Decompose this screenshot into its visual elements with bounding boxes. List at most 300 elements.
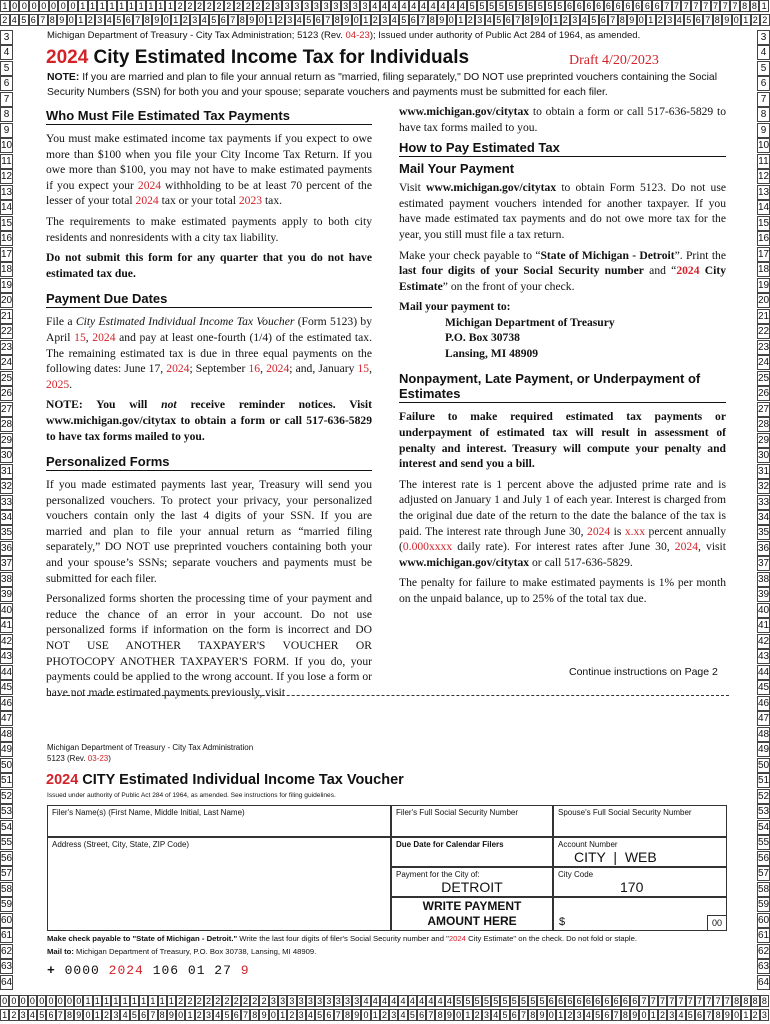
ruler-cell: 1 <box>78 0 88 12</box>
ruler-cell: 20 <box>1 295 13 307</box>
ruler-cell: 14 <box>758 202 770 214</box>
ruler-cell: 1 <box>278 1009 287 1021</box>
section-title-who-must-file: Who Must File Estimated Tax Payments <box>46 108 372 125</box>
ruler-cell: 7 <box>676 995 685 1007</box>
ruler-cell: 1 <box>146 0 156 12</box>
ruler-cell: 1 <box>139 995 148 1007</box>
ruler-cell: 1 <box>0 1009 9 1021</box>
ruler-cell: 53 <box>1 806 13 818</box>
ruler-cell: 3 <box>306 995 315 1007</box>
ruler-cell: 2 <box>243 0 253 12</box>
ruler-cell: 5 <box>209 14 219 26</box>
ruler-cell: 45 <box>758 682 770 694</box>
ruler-cell: 9 <box>437 14 447 26</box>
ruler-cell: 8 <box>528 1009 537 1021</box>
section-title-due-dates: Payment Due Dates <box>46 291 372 308</box>
left-column <box>46 108 372 705</box>
ruler-cell: 6 <box>510 1009 519 1021</box>
ruler-cell: 23 <box>1 341 13 353</box>
ruler-cell: 28 <box>1 419 13 431</box>
ruler-cell: 0 <box>637 14 647 26</box>
ruler-cell: 4 <box>398 1009 407 1021</box>
ruler-cell: 5 <box>0 61 13 76</box>
ocr-line: + 0000 2024 106 01 27 9 <box>47 963 250 978</box>
account-value: CITY | WEB <box>574 849 657 865</box>
ruler-cell: 10 <box>1 140 13 152</box>
ruler-cell: 1 <box>185 1009 194 1021</box>
ruler-cell: 6 <box>599 14 609 26</box>
ruler-cell: 2 <box>276 14 286 26</box>
ruler-cell: 4 <box>200 14 210 26</box>
ruler-cell: 4 <box>380 0 390 12</box>
ruler-cell: 7 <box>649 995 658 1007</box>
ruler-cell: 27 <box>758 403 770 415</box>
ruler-cell: 5 <box>537 995 546 1007</box>
ruler-cell: 8 <box>713 14 723 26</box>
ruler-cell: 0 <box>39 0 49 12</box>
ruler-cell: 7 <box>418 14 428 26</box>
ruler-cell: 7 <box>133 14 143 26</box>
ruler-cell: 2 <box>185 995 194 1007</box>
who-must-file-p3: Do not submit this form for any quarter that you do not have estimated tax due. <box>46 251 372 280</box>
nonpayment-p1: Failure to make required estimated tax payments or underpayment of estimated tax will result in assessment of penalty and interest. Treasury will compute your penalty and interest and send you a bill. <box>399 410 726 471</box>
ruler-cell: 4 <box>676 1009 685 1021</box>
ruler-cell: 6 <box>613 0 623 12</box>
ruler-cell: 4 <box>417 995 426 1007</box>
ruler-cell: 1 <box>759 0 769 12</box>
ruler-cell: 0 <box>10 0 20 12</box>
ruler-cell: 0 <box>19 995 28 1007</box>
ruler-cell: 0 <box>28 995 37 1007</box>
ruler-cell: 7 <box>730 0 740 12</box>
ruler-cell: 0 <box>68 0 78 12</box>
ruler-cell: 41 <box>758 620 770 632</box>
ruler-cell: 5 <box>487 0 497 12</box>
ruler-cell: 0 <box>0 995 9 1007</box>
ruler-cell: 2 <box>185 0 195 12</box>
ruler-cell: 1 <box>97 0 107 12</box>
ruler-cell: 2 <box>473 1009 482 1021</box>
ruler-cell: 5 <box>686 1009 695 1021</box>
ruler-cell: 46 <box>758 697 770 709</box>
ruler-cell: 2 <box>204 0 214 12</box>
ruler-cell: 26 <box>1 388 13 400</box>
ruler-cell: 7 <box>608 14 618 26</box>
spouse-ssn-field[interactable]: Spouse's Full Social Security Number <box>553 805 727 837</box>
ruler-cell: 7 <box>612 1009 621 1021</box>
ruler-cell: 1 <box>646 14 656 26</box>
ruler-cell: 1 <box>130 995 139 1007</box>
ruler-cell: 30 <box>758 450 770 462</box>
ruler-cell: 57 <box>1 868 13 880</box>
ruler-cell: 4 <box>361 995 370 1007</box>
ruler-cell: 1 <box>76 14 86 26</box>
ruler-cell: 38 <box>1 573 13 585</box>
ruler-cell: 7 <box>695 995 704 1007</box>
ruler-cell: 8 <box>523 14 533 26</box>
ruler-cell: 6 <box>584 0 594 12</box>
ruler-cell: 2 <box>232 995 241 1007</box>
ruler-cell: 54 <box>1 821 13 833</box>
ruler-cell: 6 <box>594 0 604 12</box>
ruler-cell: 2 <box>751 14 761 26</box>
ruler-cell: 5 <box>114 14 124 26</box>
ruler-cell: 4 <box>120 1009 129 1021</box>
ruler-cell: 7 <box>720 0 730 12</box>
right-column <box>399 104 726 612</box>
ruler-cell: 4 <box>675 14 685 26</box>
ruler-cell: 50 <box>1 759 13 771</box>
continue-label: Continue instructions on Page 2 <box>569 666 718 678</box>
dollar-sign: $ <box>559 916 566 928</box>
filer-ssn-field[interactable]: Filer's Full Social Security Number <box>391 805 553 837</box>
filer-name-field[interactable]: Filer's Name(s) (First Name, Middle Initial, Last Name) <box>47 805 391 837</box>
continued-text: www.michigan.gov/citytax to obtain a form or call 517-636-5829 to have tax forms mailed to you. <box>399 105 726 134</box>
ruler-cell: 20 <box>758 295 770 307</box>
ruler-cell: 40 <box>1 604 13 616</box>
ruler-cell: 7 <box>519 1009 528 1021</box>
nonpayment-p2: The interest rate is 1 percent above the adjusted prime rate and is adjusted on January 1 and July 1 of each year. Interest is charged from the original due date of the return to the date the balance of the tax is paid. The interest rate through June 30, 2024 is x.xx percent annually (0.000xxxx daily rate). For interest rates after June 30, 2024, visit www.michigan.gov/citytax or call 517-636-5829. <box>399 477 727 569</box>
ruler-cell: 7 <box>711 0 721 12</box>
ruler-cell: 36 <box>758 542 770 554</box>
ruler-cell: 9 <box>627 14 637 26</box>
ruler-cell: 29 <box>758 434 770 446</box>
address-field[interactable]: Address (Street, City, State, ZIP Code) <box>47 837 391 931</box>
mail-instructions: Mail to: Michigan Department of Treasury, P.O. Box 30738, Lansing, MI 48909. <box>47 947 317 956</box>
ruler-cell: 3 <box>360 0 370 12</box>
ruler-cell: 4 <box>306 1009 315 1021</box>
ruler-cell: 13 <box>758 186 770 198</box>
ruler-cell: 9 <box>757 123 770 138</box>
ruler-cell: 6 <box>0 76 13 91</box>
ruler-cell: 7 <box>148 1009 157 1021</box>
ruler-cell: 8 <box>238 14 248 26</box>
ruler-cell: 8 <box>618 14 628 26</box>
voucher-rev: 5123 (Rev. 03-23) <box>47 754 111 763</box>
ruler-cell: 6 <box>602 995 611 1007</box>
ruler-cell: 2 <box>250 995 259 1007</box>
ruler-cell: 12 <box>758 171 770 183</box>
ruler-cell: 19 <box>758 279 770 291</box>
ruler-cell: 5 <box>555 0 565 12</box>
ruler-cell: 0 <box>46 995 55 1007</box>
ruler-cell: 31 <box>758 465 770 477</box>
ruler-cell: 3 <box>19 1009 28 1021</box>
ruler-cell: 6 <box>574 995 583 1007</box>
ruler-cell: 64 <box>758 976 770 988</box>
how-to-pay-p2: Make your check payable to “State of Michigan - Detroit”. Print the last four digits of your Social Security number and “2024 City Estimate” on the front of your check. <box>399 248 726 293</box>
ruler-cell: 5 <box>473 995 482 1007</box>
ruler-cell: 8 <box>621 1009 630 1021</box>
ruler-cell: 6 <box>547 995 556 1007</box>
ruler-cell: 9 <box>259 1009 268 1021</box>
ruler-cell: 6 <box>695 1009 704 1021</box>
section-title-personalized-forms: Personalized Forms <box>46 454 372 471</box>
ruler-cell: 6 <box>621 995 630 1007</box>
ruler-cell: 1 <box>102 995 111 1007</box>
ruler-cell: 0 <box>352 14 362 26</box>
ruler-cell: 6 <box>139 1009 148 1021</box>
ruler-cell: 2 <box>263 0 273 12</box>
ruler-cell: 17 <box>758 248 770 260</box>
ruler-cell: 7 <box>686 995 695 1007</box>
city-value: DETROIT <box>441 879 503 895</box>
ruler-cell: 4 <box>28 1009 37 1021</box>
ruler-cell: 37 <box>758 558 770 570</box>
ruler-cell: 1 <box>148 995 157 1007</box>
check-instructions: Make check payable to "State of Michigan - Detroit." Write the last four digits of filer's Social Security number and "2024 City Estimate" on the check. Do not fold or staple. <box>47 934 638 943</box>
ruler-cell: 7 <box>681 0 691 12</box>
ruler-cell: 4 <box>390 14 400 26</box>
page-title: 2024 City Estimated Income Tax for Individuals <box>46 47 470 68</box>
ruler-cell: 60 <box>1 914 13 926</box>
ruler-cell: 7 <box>228 14 238 26</box>
ruler-cell: 3 <box>282 0 292 12</box>
ruler-cell: 1 <box>120 995 129 1007</box>
ruler-cell: 7 <box>56 1009 65 1021</box>
ruler-cell: 18 <box>1 264 13 276</box>
ruler-cell: 8 <box>750 0 760 12</box>
ruler-cell: 3 <box>331 0 341 12</box>
ruler-cell: 0 <box>269 1009 278 1021</box>
ruler-cell: 43 <box>758 651 770 663</box>
ruler-cell: 2 <box>253 0 263 12</box>
ruler-cell: 3 <box>297 1009 306 1021</box>
ruler-cell: 25 <box>1 372 13 384</box>
ruler-cell: 4 <box>10 14 20 26</box>
ruler-cell: 26 <box>758 388 770 400</box>
ruler-cell: 58 <box>1 883 13 895</box>
ruler-cell: 5 <box>463 995 472 1007</box>
ruler-cell: 7 <box>757 92 770 107</box>
ruler-cell: 2 <box>751 1009 760 1021</box>
ruler-cell: 3 <box>315 995 324 1007</box>
ruler-cell: 5 <box>684 14 694 26</box>
ruler-cell: 2 <box>195 0 205 12</box>
ruler-cell: 1 <box>107 0 117 12</box>
ruler-cell: 9 <box>247 14 257 26</box>
ruler-cell: 5 <box>37 1009 46 1021</box>
ruler-cell: 6 <box>593 995 602 1007</box>
ruler-cell: 2 <box>287 1009 296 1021</box>
ruler-cell: 29 <box>1 434 13 446</box>
ruler-cell: 2 <box>380 1009 389 1021</box>
ruler-cell: 8 <box>0 107 13 122</box>
ruler-cell: 5 <box>535 0 545 12</box>
ruler-cell: 9 <box>722 14 732 26</box>
ruler-cell: 9 <box>352 1009 361 1021</box>
ruler-cell: 3 <box>475 14 485 26</box>
due-dates-note: NOTE: You will not receive reminder notices. Visit www.michigan.gov/citytax to obtain a form or call 517-636-5829 to have tax forms mailed to you. <box>46 398 372 443</box>
mail-to-label: Mail your payment to: <box>399 300 511 314</box>
ruler-cell: 54 <box>758 821 770 833</box>
ruler-cell: 9 <box>152 14 162 26</box>
ruler-cell: 1 <box>371 1009 380 1021</box>
ruler-cell: 6 <box>409 14 419 26</box>
ruler-cell: 0 <box>176 1009 185 1021</box>
ruler-cell: 0 <box>37 995 46 1007</box>
ruler-cell: 1 <box>127 0 137 12</box>
ruler-cell: 2 <box>222 995 231 1007</box>
ruler-cell: 5 <box>506 0 516 12</box>
ruler-cell: 8 <box>732 995 741 1007</box>
ruler-cell: 3 <box>111 1009 120 1021</box>
due-date-field[interactable]: Due Date for Calendar Filers <box>391 837 553 867</box>
ruler-cell: 1 <box>83 995 92 1007</box>
ruler-cell: 9 <box>630 1009 639 1021</box>
ruler-top-row-2 <box>0 14 770 26</box>
ruler-cell: 61 <box>758 930 770 942</box>
ruler-cell: 4 <box>757 45 770 60</box>
nonpayment-p3: The penalty for failure to make estimated payments is 1% per month on the unpaid balance, up to 25% of the total tax due. <box>399 576 726 605</box>
ruler-cell: 3 <box>273 0 283 12</box>
ruler-cell: 11 <box>1 155 12 167</box>
ruler-cell: 39 <box>1 589 13 601</box>
ruler-cell: 6 <box>504 14 514 26</box>
ruler-cell: 0 <box>162 14 172 26</box>
ruler-cell: 5 <box>19 14 29 26</box>
ruler-cell: 0 <box>74 995 83 1007</box>
ruler-cell: 0 <box>454 1009 463 1021</box>
ruler-cell: 5 <box>545 0 555 12</box>
ruler-cell: 4 <box>0 45 13 60</box>
section-title-nonpayment: Nonpayment, Late Payment, or Underpayment of Estimates <box>399 371 726 403</box>
ruler-cell: 4 <box>295 14 305 26</box>
ruler-cell: 8 <box>751 995 760 1007</box>
ruler-cell: 2 <box>259 995 268 1007</box>
ruler-cell: 1 <box>117 0 127 12</box>
ruler-cell: 1 <box>0 0 10 12</box>
how-to-pay-p1: Visit www.michigan.gov/citytax to obtain Form 5123. Do not use estimated payment vouchers intended for another taxpayer. If you have made estimated tax payments and do not owe more tax for the year, you still must file a tax return. <box>399 181 727 241</box>
ruler-cell: 3 <box>574 1009 583 1021</box>
ruler-cell: 6 <box>652 0 662 12</box>
ruler-cell: 0 <box>49 0 59 12</box>
ruler-cell: 1 <box>556 1009 565 1021</box>
ruler-cell: 7 <box>513 14 523 26</box>
ruler-cell: 4 <box>380 995 389 1007</box>
ruler-cell: 33 <box>758 496 770 508</box>
ruler-cell: 19 <box>1 279 13 291</box>
ruler-cell: 5 <box>528 995 537 1007</box>
ruler-cell: 4 <box>491 1009 500 1021</box>
ruler-cell: 2 <box>656 14 666 26</box>
ruler-cell: 5 <box>491 995 500 1007</box>
ruler-cell: 2 <box>760 14 770 26</box>
ruler-cell: 62 <box>758 945 770 957</box>
ruler-cell: 3 <box>343 995 352 1007</box>
ruler-cell: 0 <box>447 14 457 26</box>
ruler-cell: 2 <box>195 1009 204 1021</box>
ruler-cell: 0 <box>67 14 77 26</box>
ruler-cell: 6 <box>574 0 584 12</box>
ruler-cell: 8 <box>741 995 750 1007</box>
ruler-cell: 1 <box>649 1009 658 1021</box>
who-must-file-p1: You must make estimated income tax payments if you expect to owe more than $100 when you file your City Income Tax Return. If you owe more than $100, you may not have to make estimated payments if you expect your 2024 withholding to be at least 70 percent of the lesser of your total 2024 tax or your total 2023 tax. <box>46 132 372 208</box>
ruler-cell: 63 <box>1 961 13 973</box>
ruler-cell: 3 <box>292 0 302 12</box>
ruler-cell: 5 <box>510 995 519 1007</box>
voucher-dept: Michigan Department of Treasury - City Tax Administration <box>47 743 254 752</box>
ruler-cell: 7 <box>704 1009 713 1021</box>
ruler-cell: 0 <box>547 1009 556 1021</box>
ruler-cell: 9 <box>537 1009 546 1021</box>
ruler-cell: 1 <box>165 0 175 12</box>
ruler-cell: 6 <box>219 14 229 26</box>
ruler-cell: 4 <box>389 995 398 1007</box>
cents-box: 00 <box>707 915 726 930</box>
ruler-cell: 3 <box>334 995 343 1007</box>
ruler-cell: 15 <box>758 217 770 229</box>
ruler-cell: 1 <box>463 1009 472 1021</box>
ruler-cell: 7 <box>703 14 713 26</box>
ruler-cell: 7 <box>667 995 676 1007</box>
ruler-cell: 4 <box>213 1009 222 1021</box>
ruler-cell: 39 <box>758 589 770 601</box>
ruler-cell: 3 <box>95 14 105 26</box>
ruler-cell: 51 <box>758 775 770 787</box>
ruler-cell: 3 <box>352 995 361 1007</box>
ruler-cell: 52 <box>1 790 13 802</box>
ruler-cell: 21 <box>1 310 13 322</box>
ruler-cell: 9 <box>723 1009 732 1021</box>
ruler-cell: 15 <box>1 217 13 229</box>
ruler-cell: 2 <box>0 14 10 26</box>
payment-amount-field[interactable] <box>553 897 727 931</box>
ruler-cell: 3 <box>760 1009 769 1021</box>
ruler-cell: 3 <box>321 0 331 12</box>
dept-header: Michigan Department of Treasury - City Tax Administration; 5123 (Rev. 04-23); Issued under authority of Public Act 284 of 1964, as amended. <box>47 30 641 41</box>
ruler-cell: 4 <box>398 995 407 1007</box>
account-number-field: Account Number CITY | WEB <box>553 837 727 867</box>
ruler-cell: 44 <box>758 666 770 678</box>
ruler-cell: 7 <box>713 995 722 1007</box>
ruler-cell: 40 <box>758 604 770 616</box>
ruler-cell: 6 <box>314 14 324 26</box>
ruler-cell: 3 <box>302 0 312 12</box>
ruler-cell: 0 <box>65 995 74 1007</box>
section-title-how-to-pay: How to Pay Estimated Tax <box>399 140 726 157</box>
ruler-cell: 5 <box>454 995 463 1007</box>
ruler-cell: 8 <box>428 14 438 26</box>
ruler-cell: 5 <box>494 14 504 26</box>
note: NOTE: If you are married and plan to file your annual return as "married, filing separately," DO NOT use preprinted vouchers containing the Social Security Numbers (SSN) for both you and your spouse; separate vouchers and payments must be submitted for each filer. <box>47 72 718 98</box>
ruler-cell: 7 <box>241 1009 250 1021</box>
ruler-cell: 42 <box>1 635 13 647</box>
ruler-cell: 5 <box>482 995 491 1007</box>
ruler-cell: 8 <box>435 1009 444 1021</box>
ruler-cell: 5 <box>408 1009 417 1021</box>
ruler-cell: 0 <box>56 995 65 1007</box>
ruler-cell: 3 <box>350 0 360 12</box>
ruler-cell: 0 <box>257 14 267 26</box>
cut-line <box>47 695 729 696</box>
ruler-cell: 7 <box>691 0 701 12</box>
ruler-cell: 6 <box>584 995 593 1007</box>
ruler-cell: 35 <box>1 527 13 539</box>
ruler-cell: 2 <box>561 14 571 26</box>
ruler-cell: 2 <box>224 0 234 12</box>
ruler-cell: 3 <box>757 30 770 45</box>
ruler-cell: 6 <box>602 1009 611 1021</box>
ruler-cell: 1 <box>456 14 466 26</box>
ruler-cell: 8 <box>740 0 750 12</box>
ruler-cell: 30 <box>1 450 13 462</box>
ruler-cell: 21 <box>758 310 770 322</box>
ruler-cell: 25 <box>758 372 770 384</box>
ruler-cell: 3 <box>204 1009 213 1021</box>
ruler-cell: 2 <box>371 14 381 26</box>
ruler-cell: 5 <box>130 1009 139 1021</box>
